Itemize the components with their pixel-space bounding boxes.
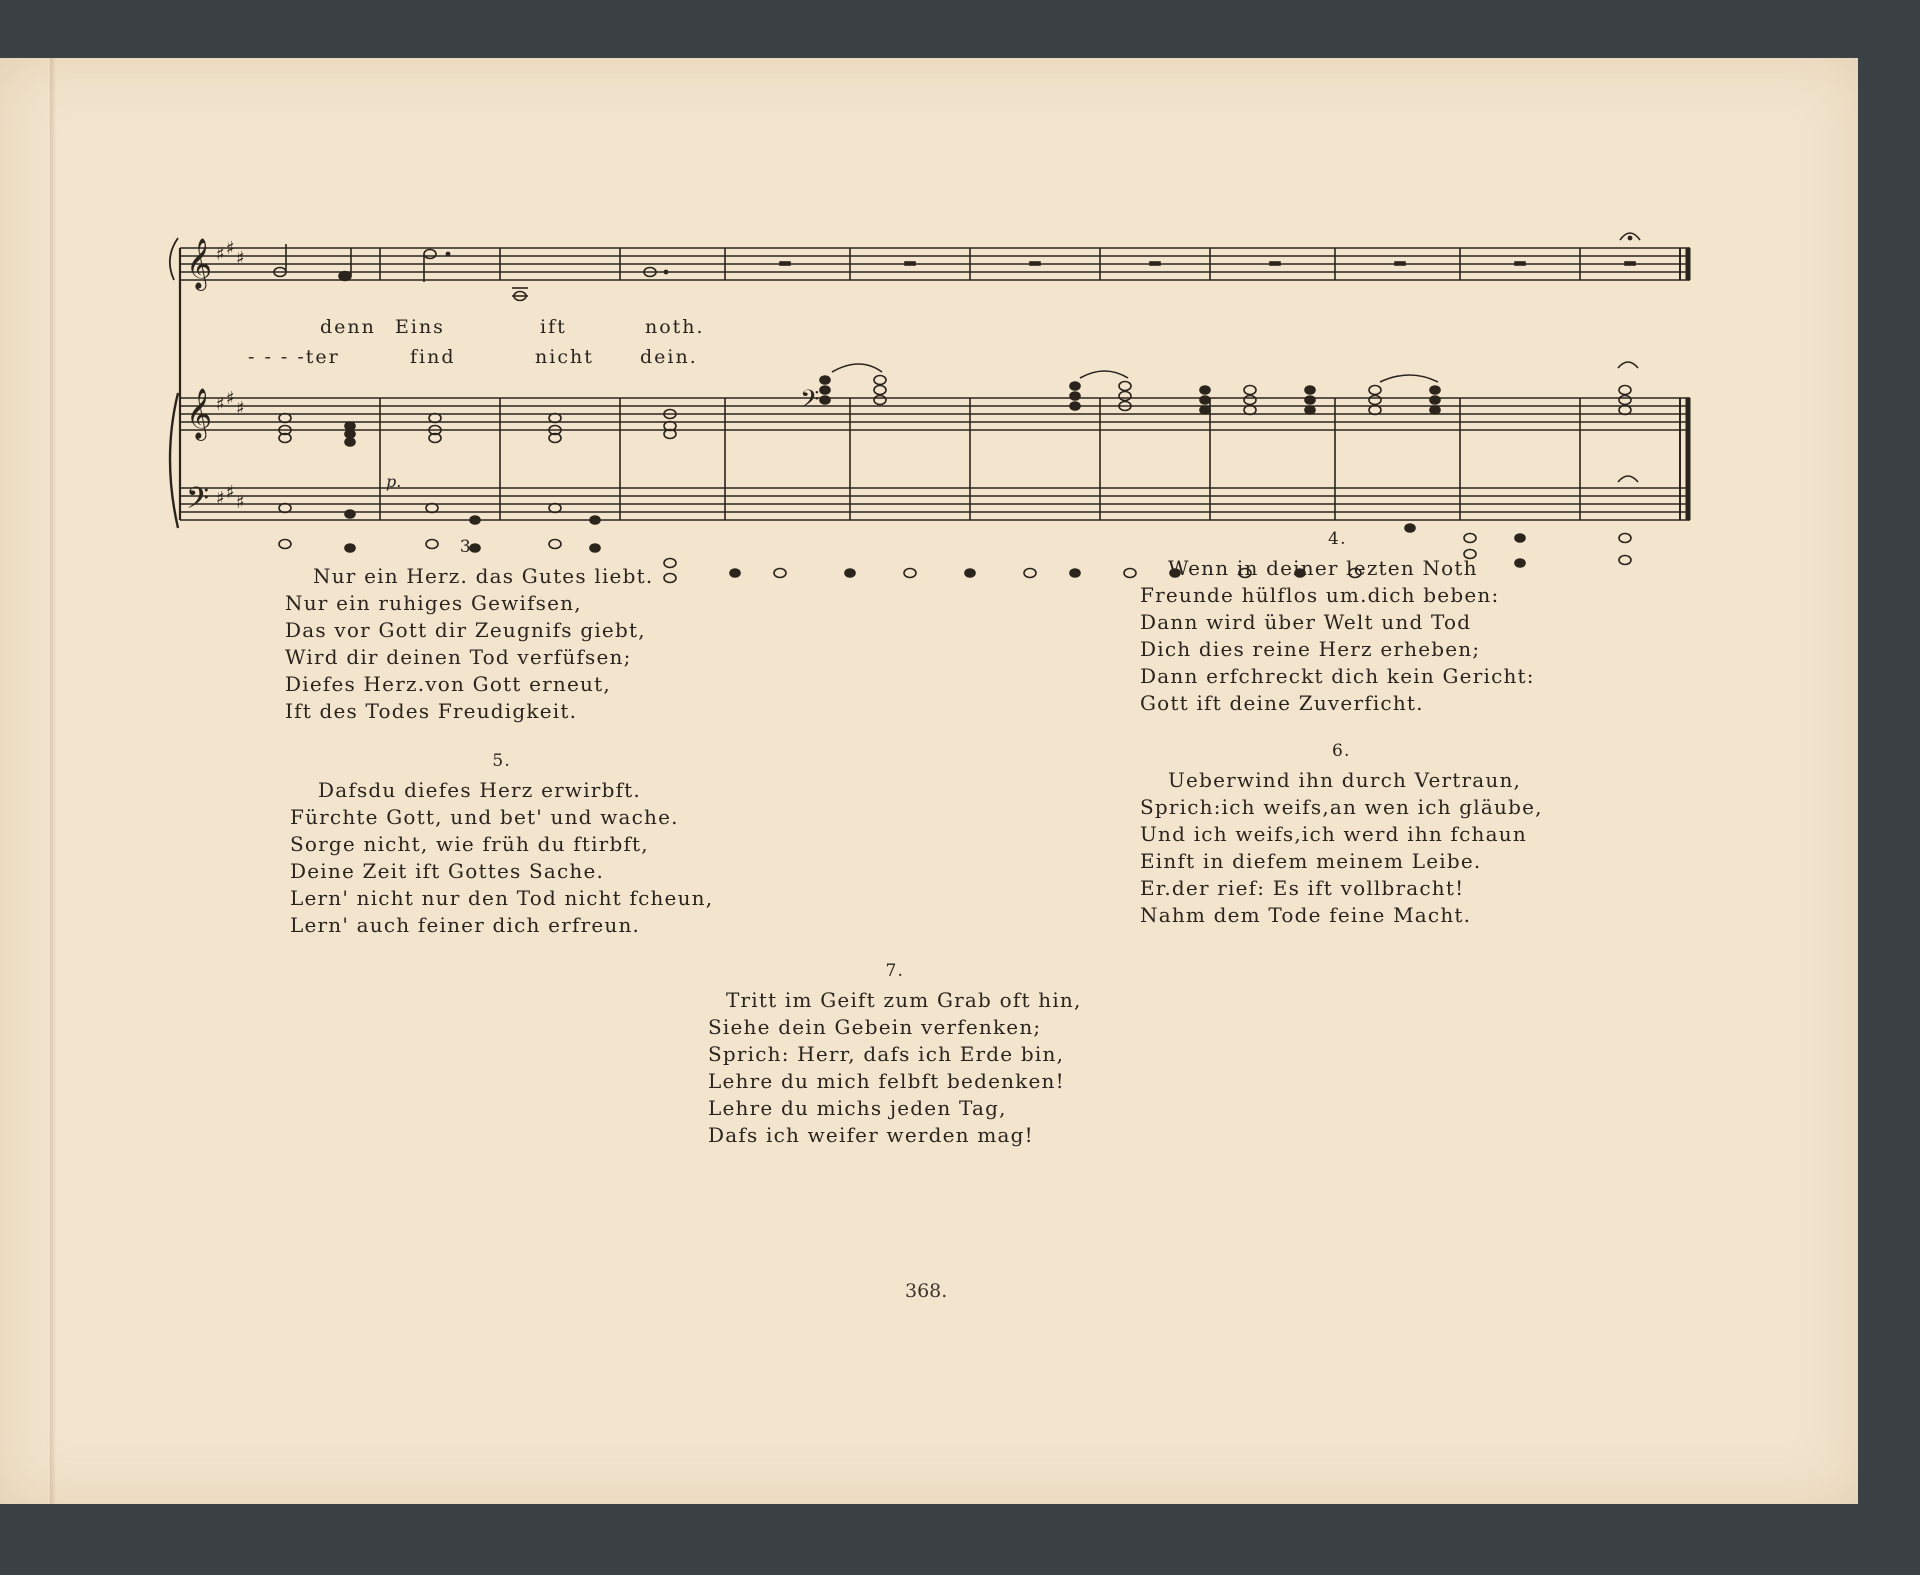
verse-line: Gott ift deine Zuverficht. <box>1140 691 1424 715</box>
svg-text:♯: ♯ <box>236 492 245 513</box>
verse-line: Wenn in deiner lezten Noth <box>1168 556 1478 580</box>
verse-line: Lehre du michs jeden Tag, <box>708 1096 1007 1120</box>
verse-7 <box>708 958 1082 1149</box>
verse-line: Einft in diefem meinem Leibe. <box>1140 849 1482 873</box>
page-gutter <box>50 58 56 1504</box>
lyric-word: find <box>410 346 456 368</box>
verse-line: Tritt im Geift zum Grab oft hin, <box>726 988 1082 1012</box>
verse-line: Lehre du mich felbft bedenken! <box>708 1069 1065 1093</box>
verse-line: Nur ein Herz. das Gutes liebt. <box>313 564 654 588</box>
bass-clef-icon: 𝄢 <box>800 385 820 420</box>
vocal-staff <box>180 248 1690 280</box>
piano-treble-staff <box>180 398 1690 430</box>
verse-line: Ueberwind ihn durch Vertraun, <box>1168 768 1522 792</box>
verse-line: Lern' auch feiner dich erfreun. <box>290 913 641 937</box>
verse-number: 7. <box>885 961 905 981</box>
verse-number: 6. <box>1332 741 1351 761</box>
verse-6 <box>1140 738 1543 929</box>
verse-line: Dich dies reine Herz erheben; <box>1140 637 1481 661</box>
verse-line: Er.der rief: Es ift vollbracht! <box>1140 876 1465 900</box>
lyric-word: denn <box>320 316 376 338</box>
verse-line: Siehe dein Gebein verfenken; <box>708 1015 1042 1039</box>
vocal-notes <box>274 233 1640 301</box>
verse-number: 3. <box>459 537 479 557</box>
verse-number: 4. <box>1328 529 1347 549</box>
treble-clef-icon: 𝄞 <box>186 388 213 439</box>
verse-3 <box>285 534 653 725</box>
music-page <box>0 58 1858 1504</box>
svg-text:♯: ♯ <box>216 394 225 415</box>
verse-line: Lern' nicht nur den Tod nicht fcheun, <box>290 886 714 910</box>
verse-line: Deine Zeit ift Gottes Sache. <box>290 859 605 883</box>
verse-4 <box>1140 526 1535 717</box>
lyric-word: - - - -ter <box>248 346 340 368</box>
svg-text:♯: ♯ <box>236 248 245 269</box>
svg-text:♯: ♯ <box>216 488 225 509</box>
svg-text:♯: ♯ <box>236 398 245 419</box>
verse-line: Dann erfchreckt dich kein Gericht: <box>1140 664 1535 688</box>
verse-line: Fürchte Gott, und bet' und wache. <box>290 805 679 829</box>
dynamic-marking: p. <box>386 472 402 491</box>
piano-bass-staff <box>180 488 1690 520</box>
treble-chords <box>279 362 1638 446</box>
verse-line: Sorge nicht, wie früh du ftirbft, <box>290 832 649 856</box>
verse-number: 5. <box>492 751 511 771</box>
lyric-word: dein. <box>640 346 698 368</box>
verse-line: Und ich weifs,ich werd ihn fchaun <box>1140 822 1527 846</box>
verse-line: Das vor Gott dir Zeugnifs giebt, <box>285 618 646 642</box>
barlines <box>380 248 1688 520</box>
verse-line: Dann wird über Welt und Tod <box>1140 610 1472 634</box>
verse-line: Nahm dem Tode feine Macht. <box>1140 903 1472 927</box>
svg-text:♯: ♯ <box>226 482 235 503</box>
svg-text:♯: ♯ <box>216 244 225 265</box>
verse-line: Sprich: Herr, dafs ich Erde bin, <box>708 1042 1065 1066</box>
verse-line: Dafsdu diefes Herz erwirbft. <box>318 778 641 802</box>
lyric-word: noth. <box>645 316 705 338</box>
verse-line: Diefes Herz.von Gott erneut, <box>285 672 611 696</box>
verse-line: Ift des Todes Freudigkeit. <box>285 699 578 723</box>
lyric-word: Eins <box>395 316 445 338</box>
page-number: 368. <box>905 1280 948 1302</box>
verse-line: Nur ein ruhiges Gewifsen, <box>285 591 582 615</box>
bass-clef-icon: 𝄢 <box>186 482 210 523</box>
verse-5 <box>290 748 713 939</box>
svg-text:♯: ♯ <box>226 388 235 409</box>
treble-clef-icon: 𝄞 <box>186 238 213 289</box>
svg-text:♯: ♯ <box>226 238 235 259</box>
lyric-word: ift <box>540 316 567 338</box>
verse-line: Dafs ich weifer werden mag! <box>708 1123 1034 1147</box>
verse-line: Freunde hülflos um.dich beben: <box>1140 583 1500 607</box>
verse-line: Wird dir deinen Tod verfüfsen; <box>285 645 632 669</box>
verse-line: Sprich:ich weifs,an wen ich gläube, <box>1140 795 1543 819</box>
lyric-word: nicht <box>535 346 594 368</box>
